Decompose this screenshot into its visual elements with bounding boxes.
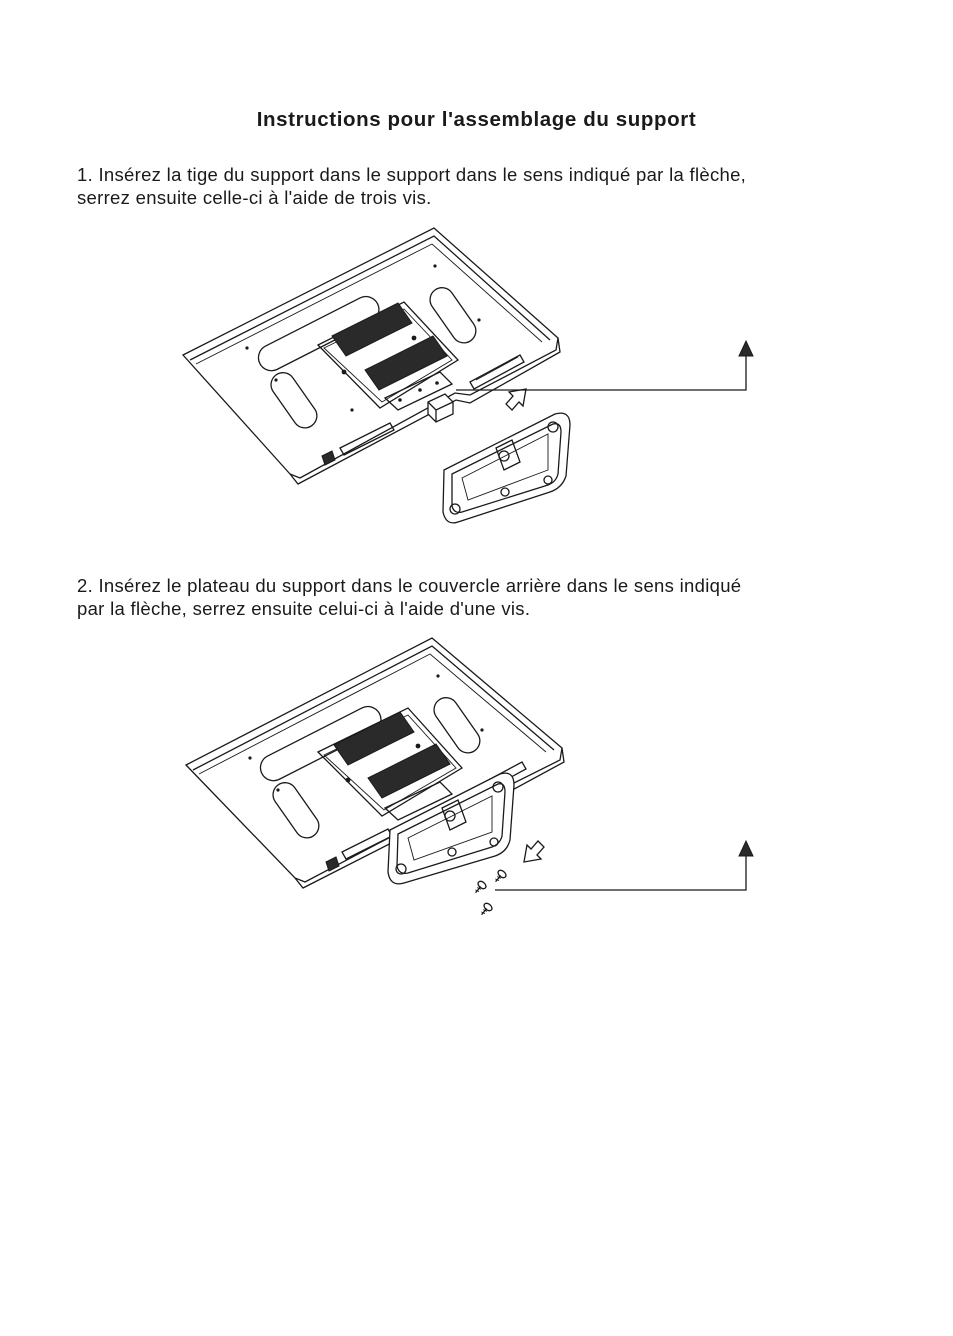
step-2-line-1: 2. Insérez le plateau du support dans le couvercle arrière dans le sens indiqué: [77, 575, 742, 596]
screws: [472, 869, 507, 918]
step-1-line-1: 1. Insérez la tige du support dans le support dans le sens indiqué par la flèche,: [77, 164, 747, 185]
step-2-line-2: par la flèche, serrez ensuite celui-ci à l'aide d'une vis.: [77, 598, 531, 619]
insert-arrow: [524, 841, 544, 862]
step-1-line-2: serrez ensuite celle-ci à l'aide de trois vis.: [77, 187, 432, 208]
tv-back-panel: [186, 638, 564, 888]
page-title: Instructions pour l'assemblage du support: [256, 108, 697, 131]
